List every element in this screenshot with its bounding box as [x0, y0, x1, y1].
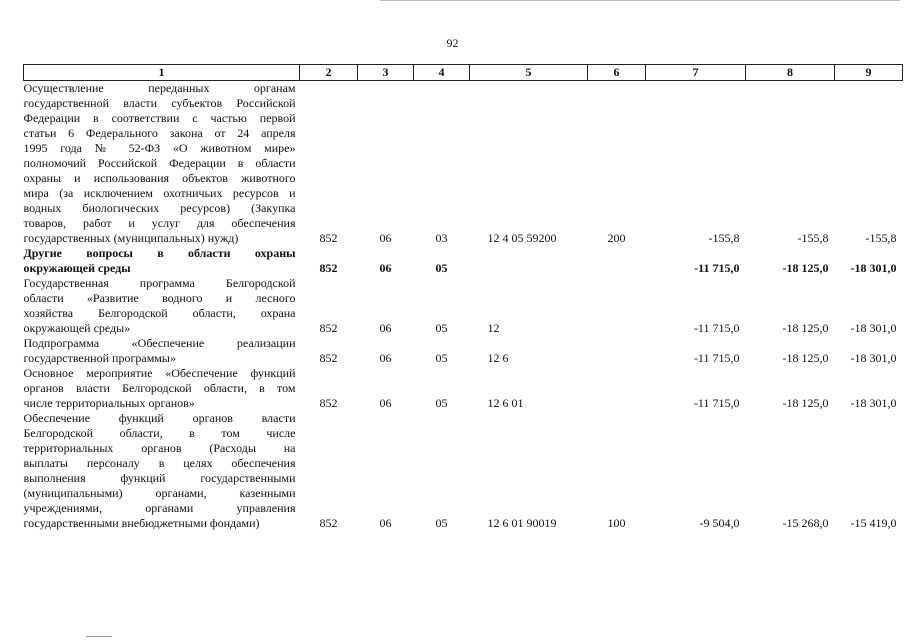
header-col-2: 2 — [300, 65, 358, 81]
cell-c8: -18 125,0 — [782, 321, 829, 335]
cell-c8: -18 125,0 — [782, 396, 829, 410]
table-row — [24, 276, 903, 336]
description-line: Государственная программа Белгородской — [23, 276, 296, 290]
description-line: хозяйства Белгородской области, охрана — [23, 306, 296, 320]
header-col-3: 3 — [358, 65, 414, 81]
scan-top-edge — [380, 0, 900, 1]
description-line: Другие вопросы в области охраны — [23, 246, 296, 260]
description-line: выполнения функций государственными — [23, 471, 296, 485]
description-line: водных биологических ресурсов) (Закупка — [23, 201, 296, 215]
cell-c4: 05 — [435, 321, 448, 335]
table-row — [24, 336, 903, 366]
description-line: территориальных органов (Расходы на — [23, 441, 296, 455]
scan-bottom-mark — [86, 636, 112, 637]
header-col-8: 8 — [746, 65, 835, 81]
table-row — [24, 411, 903, 531]
cell-c9: -15 419,0 — [850, 516, 897, 530]
description-line: окружающей среды» — [23, 321, 131, 335]
cell-c3: 06 — [379, 261, 392, 275]
description-line: органов власти Белгородской области, в том — [23, 381, 296, 395]
row-description — [24, 246, 300, 276]
table-row — [24, 246, 903, 276]
cell-c5: 12 4 05 59200 — [487, 231, 557, 245]
cell-c7: -11 715,0 — [693, 396, 740, 410]
description-line: государственной власти субъектов Российской — [23, 96, 296, 110]
cell-c2: 852 — [319, 261, 338, 275]
cell-c7: -9 504,0 — [699, 516, 740, 530]
cell-c7: -11 715,0 — [694, 261, 740, 275]
description-line: окружающей среды — [23, 261, 131, 275]
description-line: числе территориальных органов» — [23, 396, 195, 410]
cell-c9: -18 301,0 — [850, 321, 897, 335]
description-line: (муниципальными) органами, казенными — [23, 486, 296, 500]
cell-c3: 06 — [379, 516, 392, 530]
cell-c9: -18 301,0 — [850, 261, 897, 275]
header-col-1: 1 — [24, 65, 300, 81]
cell-c5: 12 6 01 90019 — [487, 516, 557, 530]
cell-c3: 06 — [379, 321, 392, 335]
cell-c6 — [588, 246, 646, 276]
description-line: государственных (муниципальных) нужд) — [23, 231, 239, 245]
cell-c4: 05 — [435, 261, 448, 275]
table-header-row — [24, 65, 903, 81]
table-row — [24, 81, 903, 247]
description-line: статьи 6 Федерального закона от 24 апреля — [23, 126, 296, 140]
row-description — [24, 276, 300, 336]
header-col-7: 7 — [646, 65, 746, 81]
row-description — [24, 336, 300, 366]
description-line: выплаты персоналу в целях обеспечения — [23, 456, 296, 470]
cell-c6 — [588, 336, 646, 366]
cell-c7: -155,8 — [708, 231, 740, 245]
header-col-6: 6 — [588, 65, 646, 81]
description-line: Осуществление переданных органам — [23, 81, 296, 95]
cell-c9: -155,8 — [865, 231, 897, 245]
row-description — [24, 81, 300, 247]
cell-c2: 852 — [319, 231, 338, 245]
table-row — [24, 366, 903, 411]
description-line: Подпрограмма «Обеспечение реализации — [23, 336, 296, 350]
description-line: учреждениями, органами управления — [23, 501, 296, 515]
description-line: 1995 года № 52-ФЗ «О животном мире» — [23, 141, 296, 155]
cell-c6 — [588, 276, 646, 336]
cell-c9: -18 301,0 — [850, 351, 897, 365]
cell-c3: 06 — [379, 396, 392, 410]
cell-c8: -15 268,0 — [782, 516, 829, 530]
cell-c5: 12 — [487, 321, 500, 335]
page-number: 92 — [446, 36, 459, 50]
cell-c6 — [588, 366, 646, 411]
cell-c3: 06 — [379, 351, 392, 365]
cell-c4: 03 — [435, 231, 448, 245]
cell-c4: 05 — [435, 351, 448, 365]
description-line: государственной программы» — [23, 351, 176, 365]
cell-c4: 05 — [435, 396, 448, 410]
description-line: товаров, работ и услуг для обеспечения — [23, 216, 296, 230]
cell-c2: 852 — [319, 351, 338, 365]
header-col-9: 9 — [835, 65, 903, 81]
header-col-5: 5 — [470, 65, 588, 81]
cell-c7: -11 715,0 — [693, 351, 740, 365]
description-line: Белгородской области, в том числе — [23, 426, 296, 440]
cell-c2: 852 — [319, 321, 338, 335]
row-description — [24, 411, 300, 531]
description-line: полномочий Российской Федерации в области — [23, 156, 296, 170]
description-line: Обеспечение функций органов власти — [23, 411, 296, 425]
description-line: охраны и использования объектов животного — [23, 171, 296, 185]
cell-c7: -11 715,0 — [693, 321, 740, 335]
cell-c4: 05 — [435, 516, 448, 530]
cell-c8: -18 125,0 — [782, 261, 829, 275]
cell-c8: -18 125,0 — [782, 351, 829, 365]
description-line: области «Развитие водного и лесного — [23, 291, 296, 305]
cell-c8: -155,8 — [797, 231, 829, 245]
cell-c5 — [470, 246, 588, 276]
cell-c9: -18 301,0 — [850, 396, 897, 410]
description-line: мира (за исключением охотничьих ресурсов и — [23, 186, 296, 200]
cell-c5: 12 6 01 — [487, 396, 524, 410]
description-line: государственными внебюджетными фондами) — [23, 516, 260, 530]
cell-c6: 200 — [607, 231, 626, 245]
table-body — [24, 81, 903, 532]
cell-c2: 852 — [319, 396, 338, 410]
row-description — [24, 366, 300, 411]
cell-c2: 852 — [319, 516, 338, 530]
cell-c3: 06 — [379, 231, 392, 245]
budget-table — [23, 64, 903, 531]
header-col-4: 4 — [414, 65, 470, 81]
cell-c5: 12 6 — [487, 351, 509, 365]
description-line: Основное мероприятие «Обеспечение функций — [23, 366, 296, 380]
cell-c6: 100 — [607, 516, 626, 530]
description-line: Федерации в соответствии с частью первой — [23, 111, 296, 125]
